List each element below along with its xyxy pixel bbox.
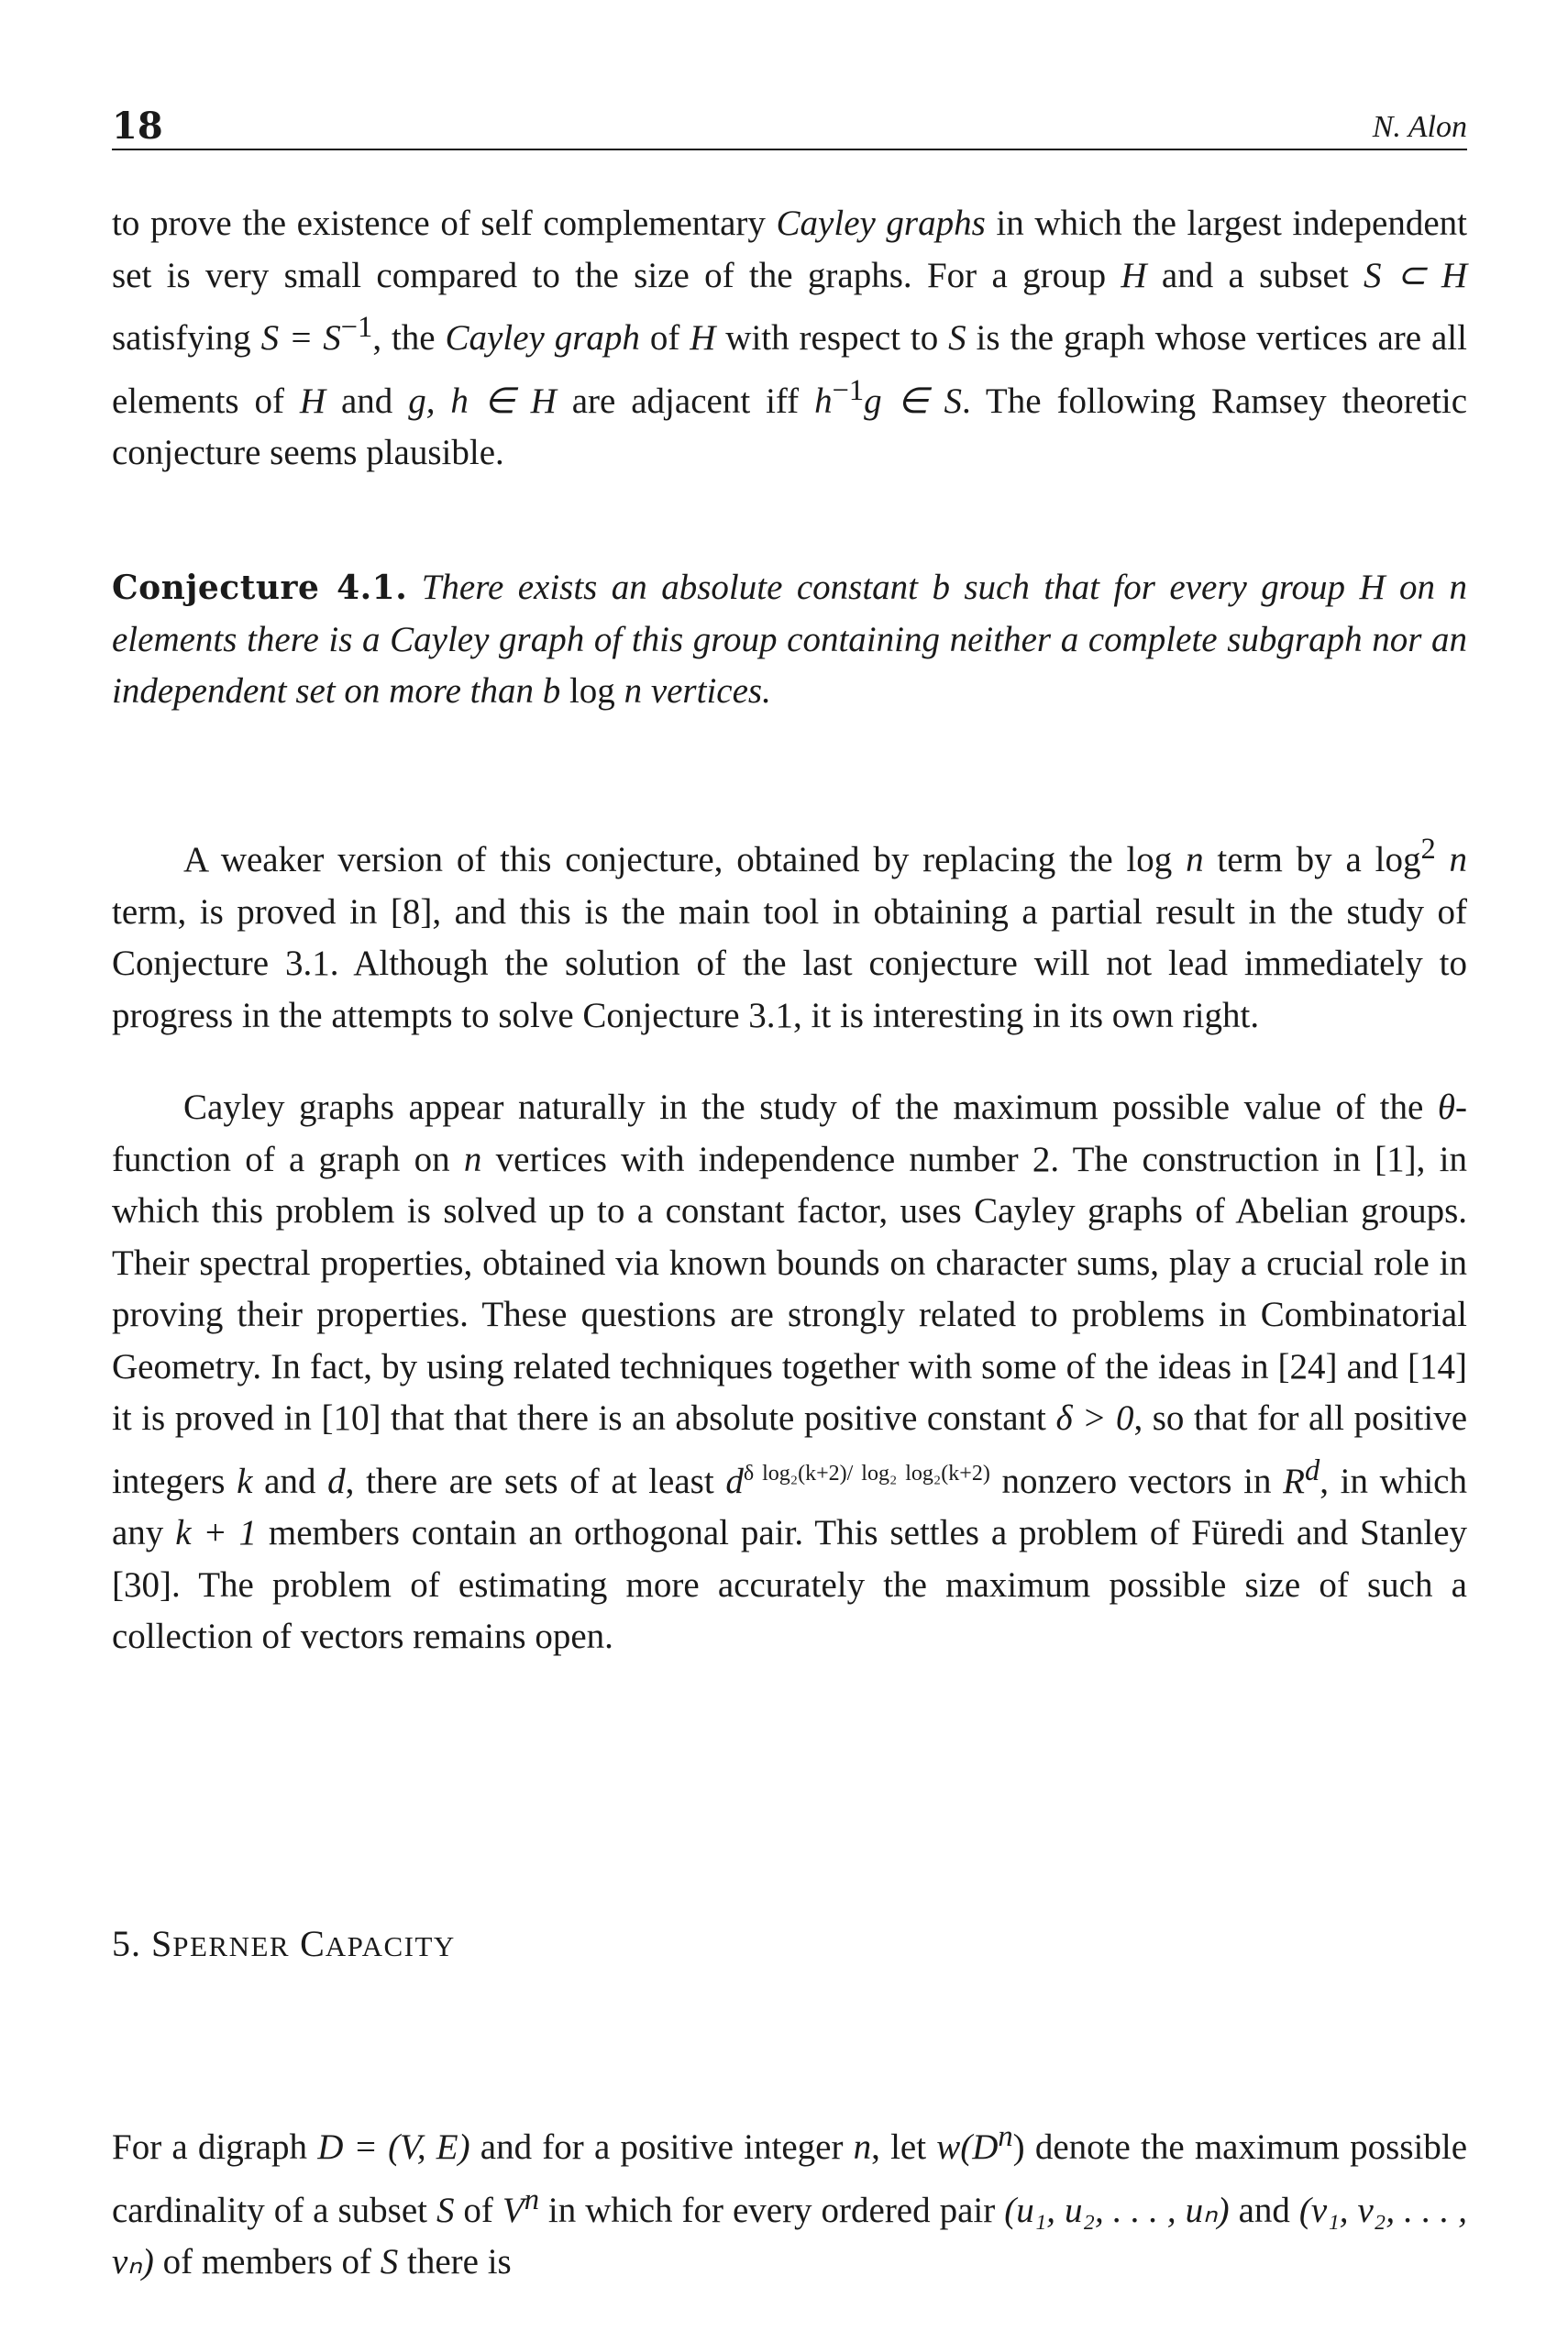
weaker-version-paragraph: A weaker version of this conjecture, obtained by replacing the log n term by a $\log^2 n$ term, is proved in [8], and this is the main tool in obtaining a partial result in the study of Conjecture 3.1. Although the solution of the last conjecture will not lead immediately to progress in the attempts to solve Conjecture 3.1, it is interesting in its own right. [112, 833, 1468, 1035]
conjecture-4-1: Conjecture 4.1. There exists an absolute constant b such that for every group H on n elements there is a Cayley graph of this group containing neither a complete subgraph nor an independent set on more than b log n vertices. [112, 568, 1467, 711]
sperner-paragraph: For a digraph D = (V, E) and for a positive integer n, let $w(D^n)$ denote the maximum possible cardinality of a subset S of $V^n$ in which for every ordered pair (u₁, u₂, . . . , uₙ) and (v₁, v₂, . . . , vₙ) of members of S there is [112, 2120, 1468, 2281]
page-header [112, 101, 1467, 150]
page-number: 18 [112, 105, 163, 148]
section-title-sperner-capacity: 5. SPERNER CAPACITY [112, 1923, 456, 1964]
intro-paragraph: to prove the existence of self complementary Cayley graphs in which the largest independent set is very small compared to the size of the graphs. For a group H and a subset S ⊂ H satisfying $S = S^{-1}$, the Cayley graph of H with respect to S is the graph whose vertices are all elements of H and g, h ∈ H are adjacent iff $h^{-1}g$ ∈ S. The following Ramsey theoretic conjecture seems plausible. [112, 204, 1468, 472]
paper-page [112, 101, 1468, 2281]
cayley-graphs-paragraph: Cayley graphs appear naturally in the study of the maximum possible value of the θ-function of a graph on n vertices with independence number 2. The construction in [1], in which this problem is solved up to a constant factor, uses Cayley graphs of Abelian groups. Their spectral properties, obtained via known bounds on character sums, play a crucial role in proving their properties. These questions are strongly related to problems in Combinatorial Geometry. In fact, by using related techniques together with some of the ideas in [24] and [14] it is proved in [10] that that there is an absolute positive constant δ > 0, so that for all positive integers k and d, there are sets of at least $d^{\delta log_2(k+2)/ log_2 log_2(k+2)}$ nonzero vectors in $R^d$, in which any k + 1 members contain an orthogonal pair. This settles a problem of Füredi and Stanley [30]. The problem of estimating more accurately the maximum possible size of such a collection of vectors remains open. [112, 1088, 1468, 1656]
conjecture-label: Conjecture 4.1. [112, 569, 408, 607]
running-head: N. Alon [1372, 110, 1467, 144]
